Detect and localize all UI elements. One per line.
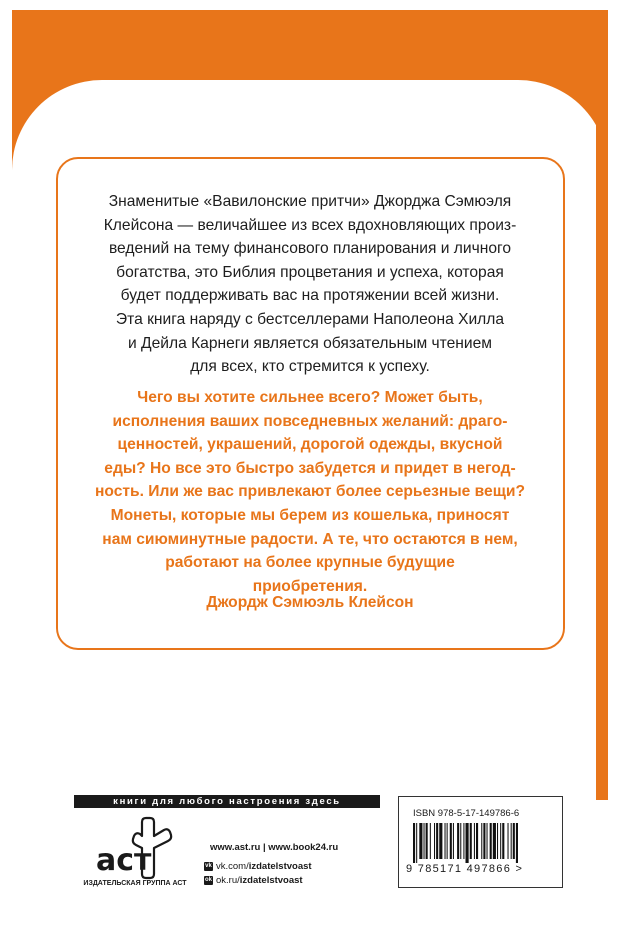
barcode-box [398, 796, 563, 888]
quote-line: приобретения. [252, 577, 368, 595]
quote-line: нам сиюминутные радости. А те, что остаются в нем, [102, 530, 518, 548]
quote-line: исполнения ваших повседневных желаний: драго- [112, 412, 508, 430]
ast-logo-icon [90, 814, 180, 886]
vk-prefix: vk.com/ [216, 861, 249, 872]
quote-line: Монеты, которые мы берем из кошелька, приносят [110, 506, 510, 524]
description-line: для всех, кто стремится к успеху. [190, 358, 430, 376]
ok-prefix: ok.ru/ [216, 875, 240, 886]
website-links: www.ast.ru | www.book24.ru [210, 842, 339, 853]
ok-icon: ok [204, 877, 212, 883]
quote-line: работают на более крупные будущие [165, 554, 455, 572]
description-line: будет поддерживать вас на протяжении всей жизни. [120, 287, 500, 305]
description-line: Эта книга наряду с бестселлерами Наполеона Хилла [115, 310, 505, 328]
quote-line: ценностей, украшений, дорогой одежды, вкусной [117, 436, 503, 454]
quote-author: Джордж Сэмюэль Клейсон [206, 594, 414, 611]
description-line: Знаменитые «Вавилонские притчи» Джорджа Сэмюэля [108, 193, 512, 210]
barcode-number: 9 785171 497866 > [406, 863, 524, 875]
ok-link [204, 875, 303, 886]
vk-link [204, 861, 312, 872]
publisher-name: ИЗДАТЕЛЬСКАЯ ГРУППА АСТ [83, 880, 187, 887]
isbn-text: ISBN 978-5-17-149786-6 [413, 808, 520, 819]
orange-side-strip [596, 80, 608, 800]
quote-text [72, 386, 548, 598]
vk-icon: vk [205, 863, 212, 869]
description-line: Клейсона — величайшее из всех вдохновляющих произ- [103, 216, 517, 234]
description-line: ведений на тему финансового планирования и личного [108, 240, 512, 258]
tagline-bar: книги для любого настроения здесь [74, 795, 380, 808]
quote-line: Чего вы хотите сильнее всего? Может быть, [137, 389, 483, 406]
barcode-icon [413, 823, 549, 863]
quote-line: еды? Но все это быстро забудется и придет в негод- [104, 459, 516, 477]
description-line: богатства, это Библия процветания и успеха, которая [116, 263, 504, 281]
description-line: и Дейла Карнеги является обязательным чтением [127, 334, 493, 352]
quote-line: ность. Или же вас привлекают более серьезные вещи? [95, 483, 525, 501]
description-text [72, 190, 548, 379]
logo-text: аст [96, 843, 152, 878]
ok-handle: izdatelstvoast [239, 875, 303, 886]
vk-handle: izdatelstvoast [248, 861, 312, 872]
